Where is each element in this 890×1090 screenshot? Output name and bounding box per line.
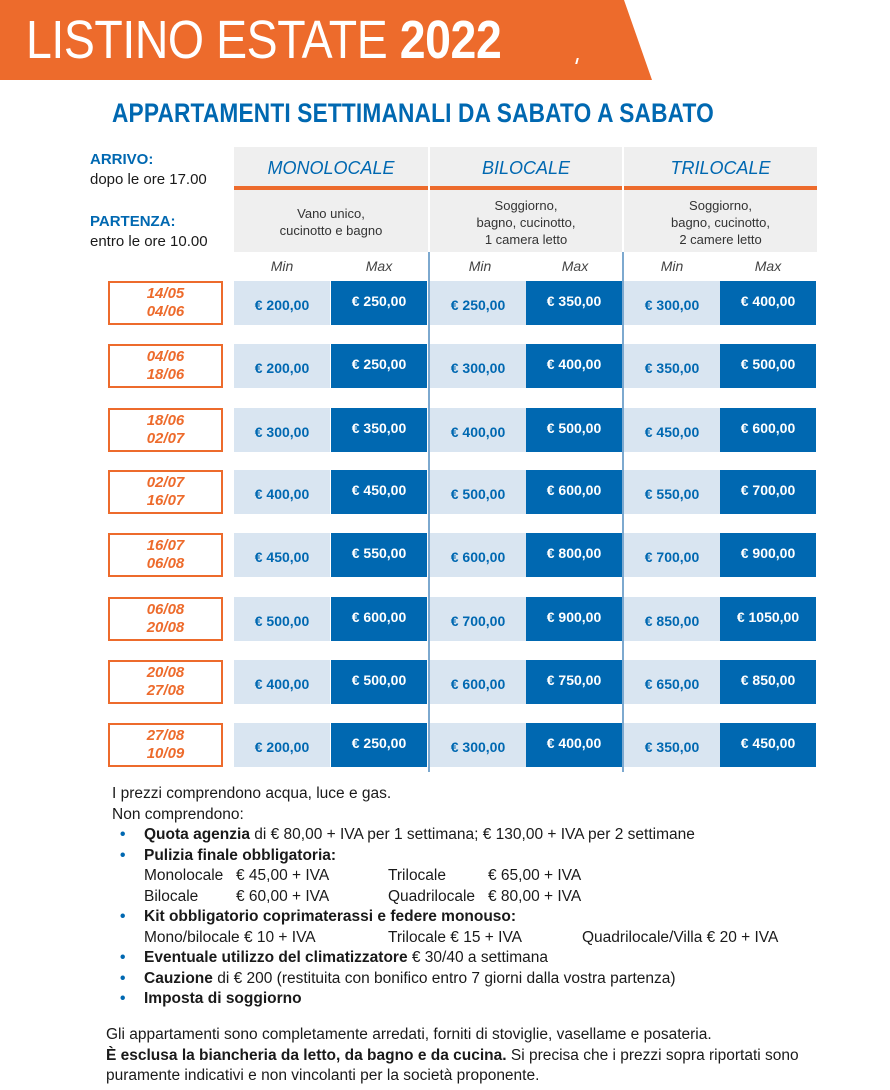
price-min-trilocale: € 350,00 (624, 723, 720, 767)
price-row (0, 723, 890, 767)
price-row (0, 660, 890, 704)
kit-prices-row (112, 928, 779, 949)
price-min-monolocale: € 500,00 (234, 597, 330, 641)
price-min-bilocale: € 600,00 (430, 533, 526, 577)
price-max-trilocale: € 400,00 (720, 281, 816, 325)
price-min-monolocale: € 200,00 (234, 723, 330, 767)
price-max-trilocale: € 700,00 (720, 470, 816, 514)
min-label: Min (270, 258, 294, 274)
cleaning-price: € 65,00 + IVA (488, 867, 582, 884)
footer-disclaimer (106, 1046, 846, 1087)
column-desc-line: cucinotto e bagno (279, 223, 383, 238)
price-max-bilocale: € 600,00 (526, 470, 622, 514)
price-min-bilocale: € 500,00 (430, 470, 526, 514)
notes-section (112, 784, 779, 1010)
price-min-trilocale: € 850,00 (624, 597, 720, 641)
bullet-title: Imposta di soggiorno (144, 990, 302, 1007)
kit-price: Quadrilocale/Villa € 20 + IVA (582, 928, 779, 946)
departure-label: PARTENZA: (90, 213, 176, 230)
price-min-bilocale: € 700,00 (430, 597, 526, 641)
price-row (0, 597, 890, 641)
date-range: 27/08 10/09 (108, 723, 223, 767)
max-label: Max (561, 258, 589, 274)
bullet-text: di € 80,00 + IVA per 1 settimana; € 130,00 + IVA per 2 settimane (249, 826, 695, 843)
price-max-monolocale: € 550,00 (331, 533, 427, 577)
price-max-bilocale: € 750,00 (526, 660, 622, 704)
price-max-trilocale: € 450,00 (720, 723, 816, 767)
price-row (0, 470, 890, 514)
bullet-title: Quota agenzia (144, 826, 250, 843)
price-max-monolocale: € 350,00 (331, 408, 427, 452)
price-max-bilocale: € 800,00 (526, 533, 622, 577)
not-included-label: Non comprendono: (112, 805, 244, 823)
price-row (0, 344, 890, 388)
title-banner (0, 0, 652, 80)
footer-text (106, 1025, 846, 1087)
column-name: MONOLOCALE (267, 158, 395, 178)
price-min-monolocale: € 450,00 (234, 533, 330, 577)
banner-year: 2022 (399, 10, 502, 70)
max-label: Max (754, 258, 782, 274)
bullet-icon: • (120, 908, 126, 925)
price-min-monolocale: € 400,00 (234, 470, 330, 514)
cleaning-type: Bilocale (144, 887, 199, 905)
price-min-bilocale: € 300,00 (430, 344, 526, 388)
column-header-bilocale (430, 147, 622, 252)
column-desc-line: bagno, cucinotto, (476, 215, 576, 230)
bullet-icon: • (120, 846, 126, 864)
kit-price: Trilocale € 15 + IVA (388, 928, 522, 946)
cleaning-price: € 80,00 + IVA (488, 887, 582, 905)
column-description (234, 205, 428, 239)
column-desc-line: Vano unico, (297, 206, 365, 221)
included-note: I prezzi comprendono acqua, luce e gas. (112, 785, 392, 802)
cleaning-prices-row (112, 887, 695, 908)
price-max-trilocale: € 850,00 (720, 660, 816, 704)
price-max-bilocale: € 350,00 (526, 281, 622, 325)
price-min-bilocale: € 400,00 (430, 408, 526, 452)
bullet-agency-fee (112, 825, 695, 846)
footer-bold: È esclusa la biancheria da letto, da bagno e da cucina. (106, 1046, 507, 1064)
bullet-icon: • (120, 990, 126, 1007)
max-label: Max (365, 258, 393, 274)
arrival-value: dopo le ore 17.00 (90, 171, 207, 188)
bullet-title: Kit obbligatorio coprimaterassi e federe monouso: (144, 908, 517, 925)
column-name: TRILOCALE (670, 158, 771, 178)
column-name: BILOCALE (481, 158, 571, 178)
price-max-bilocale: € 400,00 (526, 344, 622, 388)
bullet-title: Eventuale utilizzo del climatizzatore (144, 949, 408, 966)
bullet-title: Cauzione (144, 969, 213, 987)
price-max-bilocale: € 500,00 (526, 408, 622, 452)
bullet-icon: • (120, 826, 126, 843)
price-min-trilocale: € 450,00 (624, 408, 720, 452)
date-range: 18/06 02/07 (108, 408, 223, 452)
price-min-monolocale: € 200,00 (234, 344, 330, 388)
column-header-monolocale (234, 147, 428, 252)
column-desc-line: bagno, cucinotto, (670, 215, 771, 230)
footer-line: Gli appartamenti sono completamente arredati, forniti di stoviglie, vasellame e posateria. (106, 1026, 712, 1043)
price-row (0, 281, 890, 325)
column-underline (234, 186, 428, 190)
price-min-monolocale: € 200,00 (234, 281, 330, 325)
date-range: 16/07 06/08 (108, 533, 223, 577)
date-range: 02/07 16/07 (108, 470, 223, 514)
banner-title (26, 10, 501, 70)
price-min-monolocale: € 300,00 (234, 408, 330, 452)
column-underline (430, 186, 622, 190)
price-min-trilocale: € 650,00 (624, 660, 720, 704)
bullet-text: di € 200 (restituita con bonifico entro 7 giorni dalla vostra partenza) (212, 969, 676, 987)
price-min-trilocale: € 550,00 (624, 470, 720, 514)
price-max-monolocale: € 250,00 (331, 281, 427, 325)
bullet-title: Pulizia finale obbligatoria: (144, 846, 337, 864)
banner-title-text: LISTINO ESTATE (26, 10, 388, 70)
cleaning-type: Trilocale (388, 867, 446, 884)
price-max-trilocale: € 900,00 (720, 533, 816, 577)
date-range: 04/06 18/06 (108, 344, 223, 388)
cleaning-type: Quadrilocale (388, 887, 476, 905)
price-min-trilocale: € 300,00 (624, 281, 720, 325)
price-max-bilocale: € 900,00 (526, 597, 622, 641)
column-underline (624, 186, 817, 190)
bullet-text: € 30/40 a settimana (407, 949, 549, 966)
price-min-monolocale: € 400,00 (234, 660, 330, 704)
bullet-tourist-tax (112, 989, 695, 1010)
column-desc-line: 2 camere letto (679, 232, 762, 247)
column-desc-line: 1 camera letto (484, 232, 568, 247)
price-max-monolocale: € 250,00 (331, 723, 427, 767)
bullet-air-conditioning (112, 948, 695, 969)
price-max-trilocale: € 600,00 (720, 408, 816, 452)
column-desc-line: Soggiorno, (494, 198, 558, 213)
price-min-bilocale: € 250,00 (430, 281, 526, 325)
price-max-monolocale: € 250,00 (331, 344, 427, 388)
cleaning-prices-row (112, 866, 695, 887)
date-range: 20/08 27/08 (108, 660, 223, 704)
bullet-icon: • (120, 949, 126, 966)
kit-price: Mono/bilocale € 10 + IVA (144, 928, 316, 946)
date-range: 14/05 04/06 (108, 281, 223, 325)
price-max-monolocale: € 450,00 (331, 470, 427, 514)
cleaning-price: € 60,00 + IVA (236, 887, 330, 905)
bullet-icon: • (120, 969, 126, 987)
price-min-bilocale: € 300,00 (430, 723, 526, 767)
column-desc-line: Soggiorno, (689, 198, 752, 213)
departure-value: entro le ore 10.00 (90, 233, 208, 250)
min-label: Min (660, 258, 684, 274)
column-header-trilocale (624, 147, 817, 252)
bullet-deposit (112, 969, 695, 990)
column-description (430, 197, 622, 248)
subtitle: APPARTAMENTI SETTIMANALI DA SABATO A SABATO (112, 98, 714, 128)
price-row (0, 533, 890, 577)
min-label: Min (468, 258, 492, 274)
column-description (624, 197, 817, 248)
bullet-kit (112, 907, 695, 928)
price-max-monolocale: € 500,00 (331, 660, 427, 704)
date-range: 06/08 20/08 (108, 597, 223, 641)
price-max-monolocale: € 600,00 (331, 597, 427, 641)
arrival-label: ARRIVO: (90, 151, 154, 168)
price-max-trilocale: € 500,00 (720, 344, 816, 388)
footer-rest: Si precisa che i prezzi sopra riportati sono puramente indicativi e non vincolanti per la società proponente. (106, 1046, 799, 1084)
price-row (0, 408, 890, 452)
cleaning-price: € 45,00 + IVA (236, 867, 330, 884)
price-min-trilocale: € 700,00 (624, 533, 720, 577)
bullet-cleaning (112, 846, 695, 867)
cleaning-type: Monolocale (144, 867, 224, 884)
arrival-info (90, 150, 207, 190)
price-min-trilocale: € 350,00 (624, 344, 720, 388)
departure-info (90, 212, 208, 252)
price-max-trilocale: € 1050,00 (720, 597, 816, 641)
price-max-bilocale: € 400,00 (526, 723, 622, 767)
price-min-bilocale: € 600,00 (430, 660, 526, 704)
